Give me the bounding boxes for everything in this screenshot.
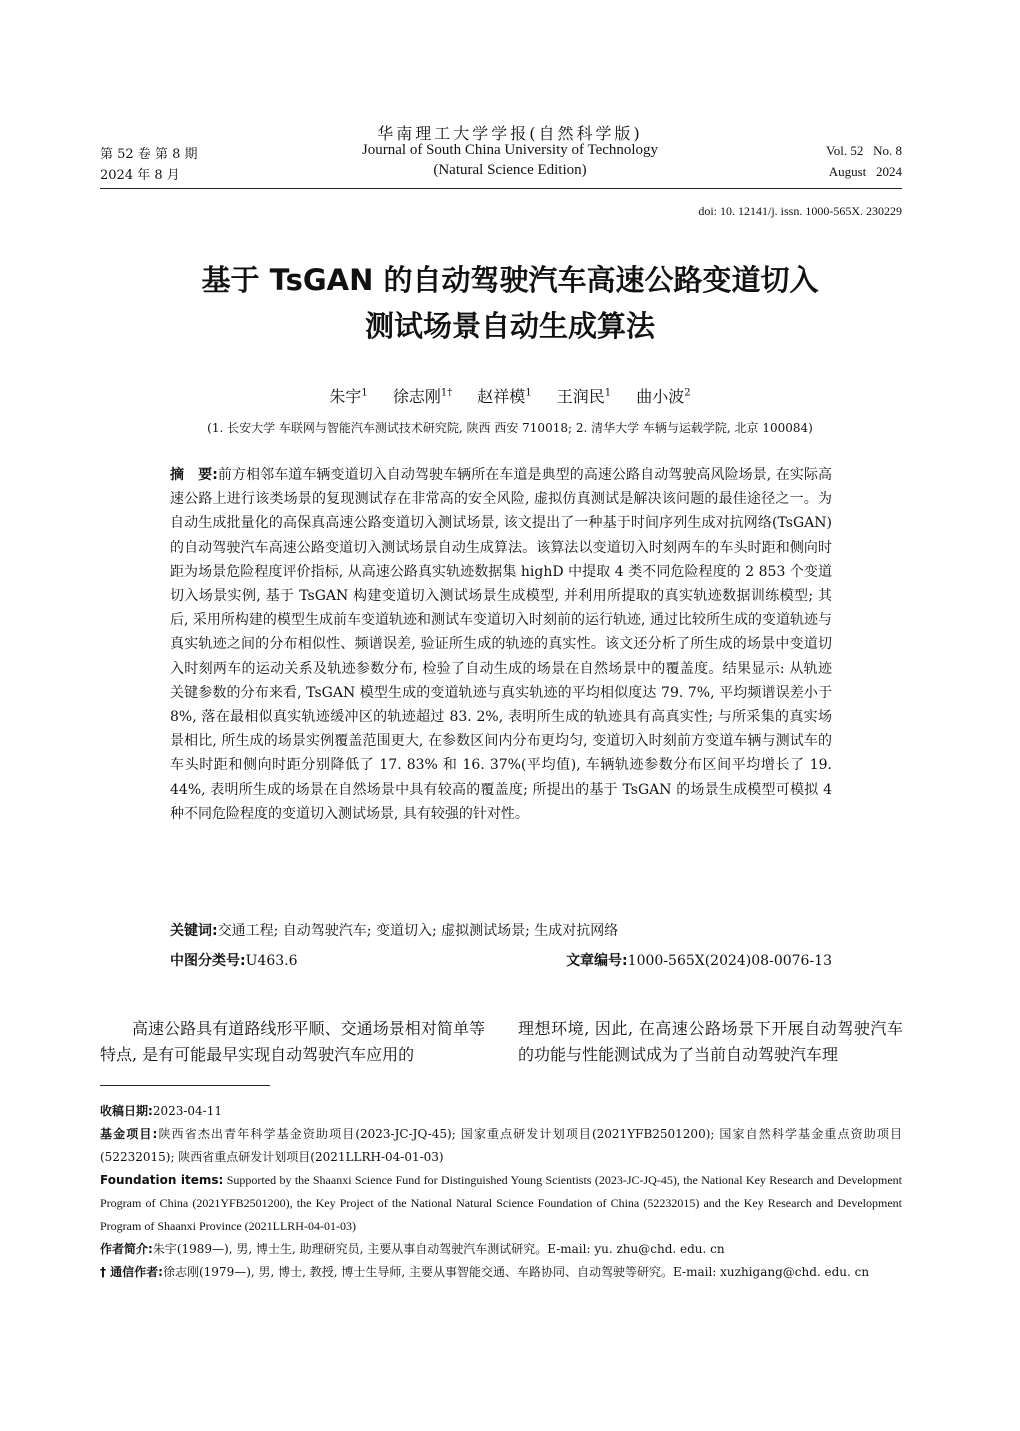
article-number-label: 文章编号: (566, 953, 628, 969)
journal-edition-en: (Natural Science Edition) (433, 162, 587, 178)
corresponding-author: † 通信作者:徐志刚(1979—), 男, 博士, 教授, 博士生导师, 主要从事智能交通、车路协同、自动驾驶等研究。E-mail: xuzhigang@chd. edu. cn (100, 1265, 870, 1279)
author: 王润民$^1$ (556, 387, 612, 406)
keywords-text: 交通工程; 自动驾驶汽车; 变道切入; 虚拟测试场景; 生成对抗网络 (217, 923, 619, 939)
received-date: 收稿日期:2023-04-11 (100, 1104, 222, 1118)
article-number-value: 1000-565X(2024)08-0076-13 (627, 953, 832, 969)
date-en: August 2024 (828, 164, 902, 179)
journal-title-en: Journal of South China University of Technology (361, 142, 659, 158)
doi: doi: 10. 12141/j. issn. 1000-565X. 230229 (698, 204, 902, 218)
classification-number (170, 950, 298, 970)
classification-value: U463.6 (245, 953, 298, 969)
abstract-label: 摘 要: (170, 467, 218, 483)
journal-title-cn: 华南理工大学学报(自然科学版) (377, 124, 643, 143)
keywords-label: 关键词: (170, 923, 218, 939)
footnote-rule (100, 1085, 270, 1086)
footnotes (100, 1100, 902, 1284)
volume-en: Vol. 52 No. 8 (826, 143, 902, 158)
header-rule (100, 188, 902, 189)
body-column-right: 理想环境, 因此, 在高速公路场景下开展自动驾驶汽车的功能与性能测试成为了当前自动驾驶汽车理 (518, 1019, 903, 1064)
fund-items: 基金项目:陕西省杰出青年科学基金资助项目(2023-JC-JQ-45); 国家重点研发计划项目(2021YFB2501200); 国家自然科学基金重点资助项目(52232015); 陕西省重点研发计划项目(2021LLRH-04-01-03) (100, 1127, 902, 1164)
article-number (566, 950, 832, 970)
author: 赵祥模$^1$ (477, 387, 532, 406)
keywords (170, 920, 832, 940)
paper-title-line2: 测试场景自动生成算法 (364, 309, 655, 343)
foundation-items: Foundation items: Supported by the Shaanxi Science Fund for Distinguished Young Scientists (2023-JC-JQ-45), the National Key Research and Development Program of China (2021YFB2501200), the Key Project of the National Natural Science Foundation of China (52232015) and the Key Research and Development Program of Shaanxi Province (2021LLRH-04-01-03) (100, 1173, 903, 1233)
author: 朱宇$^1$ (329, 387, 368, 406)
classification-label: 中图分类号: (170, 953, 246, 969)
abstract-text: 前方相邻车道车辆变道切入自动驾驶车辆所在车道是典型的高速公路自动驾驶高风险场景, 在实际高速公路上进行该类场景的复现测试存在非常高的安全风险, 虚拟仿真测试是解决该问题的最佳途径之一。为自动生成批量化的高保真高速公路变道切入测试场景, 该文提出了一种基于时间序列生成对抗网络(TsGAN)的自动驾驶汽车高速公路变道切入测试场景自动生成算法。该算法以变道切入时刻两车的车头时距和侧向时距为场景危险程度评价指标, 从高速公路真实轨迹数据集 highD 中提取 4 类不同危险程度的 2 853 个变道切入场景实例, 基于 TsGAN 构建变道切入测试场景生成模型, 并利用所提取的真实轨迹数据训练模型; 其后, 采用所构建的模型生成前车变道轨迹和测试车变道切入时刻前的运行轨迹, 通过比较所生成的变道轨迹与真实轨迹之间的分布相似性、频谱误差, 验证所生成的轨迹的真实性。该文还分析了所生成的场景中变道切入时刻两车的运动关系及轨迹参数分布, 检验了自动生成的场景在自然场景中的覆盖度。结果显示: 从轨迹关键参数的分布来看, TsGAN 模型生成的变道轨迹与真实轨迹的平均相似度达 79. 7%, 平均频谱误差小于 8%, 落在最相似真实轨迹缓冲区的轨迹超过 83. 2%, 表明所生成的轨迹具有高真实性; 与所采集的真实场景相比, 所生成的场景实例覆盖范围更大, 在参数区间内分布更均匀, 变道切入时刻前方变道车辆与测试车的车头时距和侧向时距分别降低了 17. 83% 和 16. 37%(平均值), 车辆轨迹参数分布区间平均增长了 19. 44%, 表明所生成的场景在自然场景中具有较高的覆盖度; 所提出的基于 TsGAN 的场景生成模型可模拟 4 种不同危险程度的变道切入测试场景, 具有较强的针对性。 (170, 467, 832, 822)
author: 曲小波$^2$ (636, 387, 691, 406)
abstract (170, 463, 832, 826)
author-list (0, 384, 1020, 407)
affiliations: (1. 长安大学 车联网与智能汽车测试技术研究院, 陕西 西安 710018; 2. 清华大学 车辆与运载学院, 北京 100084) (207, 421, 813, 435)
body-column-left: 高速公路具有道路线形平顺、交通场景相对简单等特点, 是有可能最早实现自动驾驶汽车应用的 (100, 1019, 485, 1064)
author-bio: 作者简介:朱宇(1989—), 男, 博士生, 助理研究员, 主要从事自动驾驶汽车测试研究。E-mail: yu. zhu@chd. edu. cn (100, 1242, 725, 1256)
paper-title-line1: 基于 TsGAN 的自动驾驶汽车高速公路变道切入 (201, 263, 819, 297)
date-cn: 2024 年 8 月 (100, 168, 180, 183)
volume-cn: 第 52 卷 第 8 期 (100, 147, 198, 162)
author: 徐志刚$^{1\dagger}$ (392, 387, 453, 406)
